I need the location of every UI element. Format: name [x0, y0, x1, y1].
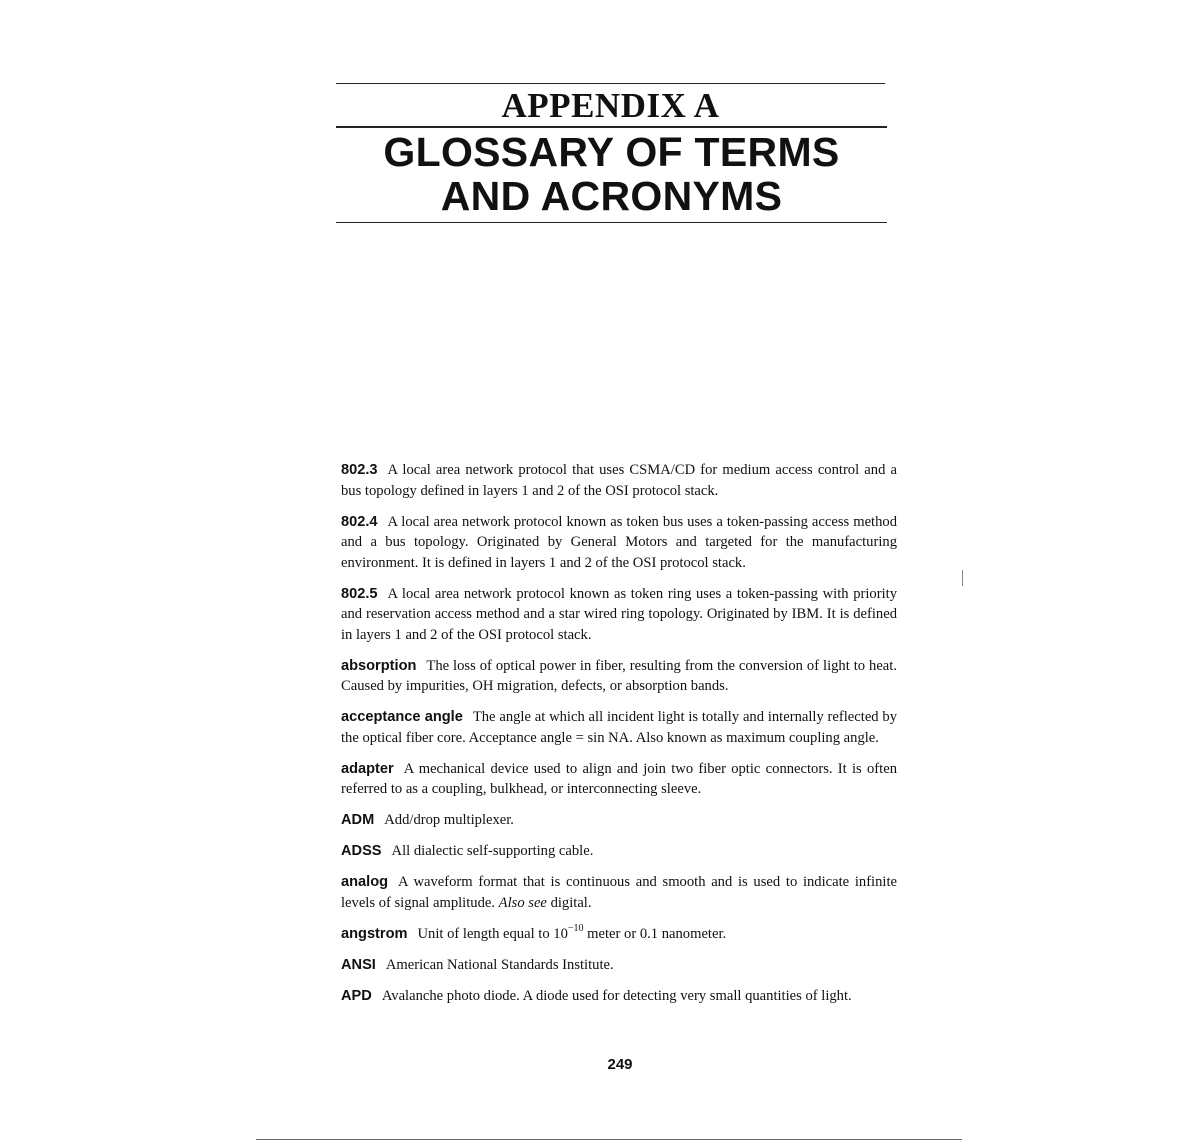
entry-definition: A local area network protocol known as token ring uses a token-passing with priority and reservation access method and a star wired ring topology. Originated by IBM. It is defined in layers 1 and 2 of the OSI protocol stack.: [341, 585, 897, 643]
entry-definition: All dialectic self-supporting cable.: [391, 843, 594, 859]
title-bottom-rule: [336, 222, 887, 223]
entry-term: acceptance angle: [341, 709, 463, 725]
entry-definition: A mechanical device used to align and join two fiber optic connectors. It is often referred to as a coupling, bulkhead, or interconnecting sleeve.: [341, 760, 897, 797]
title-line-2: AND ACRONYMS: [440, 173, 783, 219]
entry-term: 802.3: [341, 462, 378, 478]
entry-term: ADM: [341, 812, 375, 828]
title-rule: [336, 126, 887, 128]
entry-definition: American National Standards Institute.: [385, 956, 614, 973]
glossary-entry-adapter: [341, 759, 897, 800]
glossary-entry-802-5: [341, 584, 897, 646]
entry-definition: Avalanche photo diode. A diode used for detecting very small quantities of light.: [381, 987, 852, 1004]
entry-definition-pre: Unit of length equal to 10: [417, 925, 568, 942]
entry-term: absorption: [341, 657, 417, 674]
page-title: [336, 130, 887, 218]
glossary-entry-acceptance-angle: [341, 707, 897, 748]
entry-definition: Add/drop multiplexer.: [384, 812, 514, 828]
entry-term: APD: [341, 987, 372, 1004]
glossary-entry-adss: [341, 841, 897, 862]
glossary-entries: [341, 460, 897, 1017]
glossary-entry-802-4: [341, 512, 897, 574]
entry-term: ADSS: [341, 843, 382, 859]
entry-term: adapter: [341, 760, 394, 777]
entry-term: analog: [341, 874, 389, 890]
entry-definition: The loss of optical power in fiber, resulting from the conversion of light to heat. Caused by impurities, OH migration, defects, or absorption bands.: [341, 657, 897, 694]
entry-definition: The angle at which all incident light is totally and internally reflected by the optical fiber core. Acceptance angle = sin NA. Also known as maximum coupling angle.: [341, 709, 897, 746]
glossary-entry-absorption: [341, 656, 897, 697]
exponent: −10: [567, 922, 584, 934]
see-also-label: Also see: [498, 894, 547, 911]
entry-term: 802.5: [341, 585, 378, 602]
entry-definition: A local area network protocol known as token bus uses a token-passing access method and a bus topology. Originated by General Motors and targeted for the manufacturing environment. It is defined in layers 1 and 2 of the OSI protocol stack.: [341, 513, 897, 571]
title-line-1: GLOSSARY OF TERMS: [383, 129, 840, 175]
top-rule: [336, 83, 885, 84]
entry-definition: A local area network protocol that uses CSMA/CD for medium access control and a bus topology defined in layers 1 and 2 of the OSI protocol stack.: [341, 462, 897, 499]
entry-term: angstrom: [341, 925, 408, 942]
see-also-target: digital.: [550, 894, 592, 911]
glossary-entry-angstrom: [341, 924, 897, 945]
entry-term: 802.4: [341, 513, 378, 530]
glossary-entry-apd: [341, 986, 897, 1007]
page-number: 249: [607, 1056, 633, 1073]
margin-mark: [962, 570, 963, 586]
glossary-entry-analog: [341, 872, 897, 913]
entry-definition-post: meter or 0.1 nanometer.: [587, 925, 727, 942]
bottom-rule: [256, 1139, 962, 1140]
glossary-entry-adm: [341, 810, 897, 831]
entry-term: ANSI: [341, 956, 376, 973]
entry-definition: A waveform format that is continuous and smooth and is used to indicate infinite levels of signal amplitude.: [341, 874, 897, 911]
appendix-label: APPENDIX A: [501, 86, 720, 125]
glossary-entry-ansi: [341, 955, 897, 976]
glossary-entry-802-3: [341, 460, 897, 501]
